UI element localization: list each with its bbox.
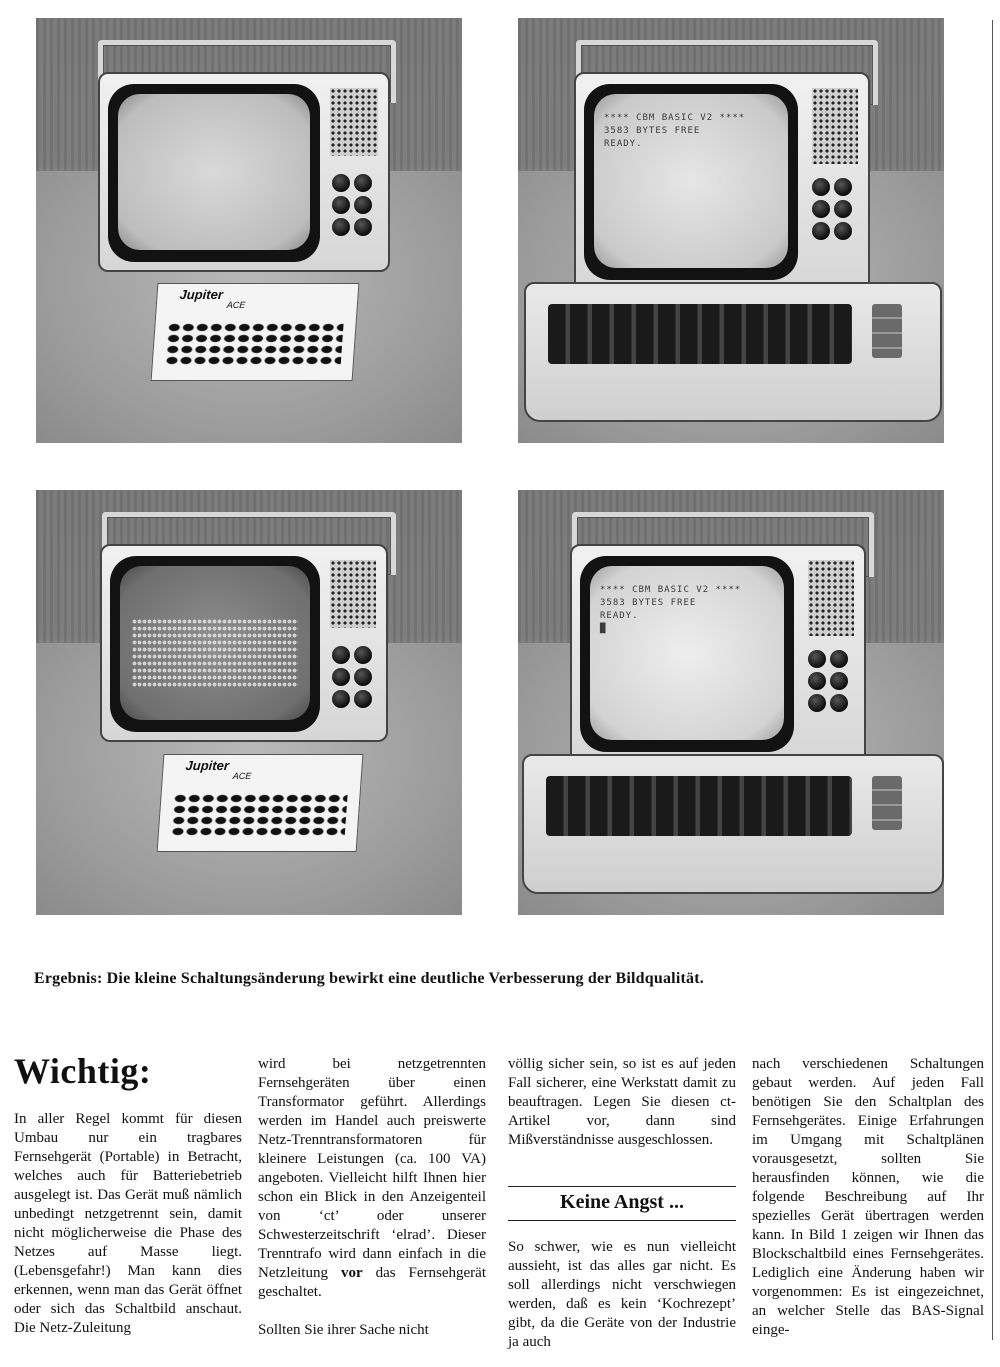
jupiter-model-label: ACE xyxy=(226,300,246,310)
jupiter-ace-computer xyxy=(151,283,360,381)
paragraph: So schwer, wie es nun vielleicht aussieht, ist das alles gar nicht. Es soll allerdings nicht verschwiegen werden, daß es kein ‘Kochrezept’ gibt, da die Geräte von der Industrie ja auch xyxy=(508,1239,736,1350)
jupiter-brand-label: Jupiter xyxy=(185,758,230,773)
article-heading: Wichtig: xyxy=(14,1051,152,1091)
photo-c64-before xyxy=(518,18,944,443)
paragraph: nach verschiedenen Schaltungen gebaut werden. Auf jeden Fall benötigen Sie den Schaltplan des Fernsehgerätes. Einige Erfahrungen im Umgang mit Schaltplänen vorausgesetzt, sollten Sie herausfinden können, wie die folgende Beschreibung auf Ihr spezielles Gerät übertragen werden kann. In Bild 1 zeigen wir Ihnen das Blockschaltbild eines Fernsehgerätes. Lediglich eine Änderung haben wir vorgenommen: Es ist eingezeichnet, an welcher Stelle das BAS-Signal einge- xyxy=(752,1056,984,1338)
section-heading-keine-angst: Keine Angst ... xyxy=(508,1186,736,1221)
screen-text-basic-cursor: **** CBM BASIC V2 **** 3583 BYTES FREE READY. █ xyxy=(600,585,742,634)
article-column-2 xyxy=(258,1055,486,1340)
photo-jupiter-before xyxy=(36,18,462,443)
tv-screen-basic-cursor xyxy=(590,566,784,740)
jupiter-brand-label: Jupiter xyxy=(179,287,224,302)
paragraph: In aller Regel kommt für diesen Umbau nur ein tragbares Fernsehgerät (Portable) in Betracht, welches auch für Batteriebetrieb ausgelegt ist. Das Gerät muß nämlich unbedingt netzgetrennt sein, damit nicht möglicherweise die Phase des Netzes auf Masse liegt. (Lebensgefahr!) Man kann dies erkennen, wenn man das Gerät öffnet oder sich das Schaltbild anschaut. Die Netz-Zuleitung xyxy=(14,1111,242,1336)
photo-c64-after xyxy=(518,490,944,915)
tv-screen-blank xyxy=(118,94,310,250)
paragraph: Sollten Sie ihrer Sache nicht xyxy=(258,1322,429,1338)
article-column-1 xyxy=(14,1110,242,1338)
c64-computer xyxy=(524,282,942,422)
screen-text-basic: **** CBM BASIC V2 **** 3583 BYTES FREE READY. xyxy=(604,113,746,149)
jupiter-model-label: ACE xyxy=(232,771,252,781)
paragraph: wird bei netzgetrennten Fernsehgeräten über einen Transformator geführt. Allerdings werden im Handel auch preiswerte Netz-Trenntransformatoren für kleinere Leistungen (ca. 100 VA) angeboten. Vielleicht hilft Ihnen hier schon ein Blick in den Anzeigenteil von ‘ct’ oder unserer Schwesterzeitschrift ‘elrad’. Dieser Trenntrafo wird dann einfach in die Netzleitung vor das Fernsehgerät geschaltet. xyxy=(258,1056,486,1300)
article-column-4 xyxy=(752,1055,984,1340)
article-column-3b xyxy=(508,1238,736,1352)
jupiter-ace-computer xyxy=(157,754,364,852)
c64-computer xyxy=(522,754,944,894)
column-rule xyxy=(992,20,993,1340)
figure-caption: Ergebnis: Die kleine Schaltungsänderung bewirkt eine deutliche Verbesserung der Bildqualität. xyxy=(34,970,704,987)
photo-jupiter-after xyxy=(36,490,462,915)
tv-screen-basic xyxy=(594,94,788,268)
article-column-3 xyxy=(508,1055,736,1150)
paragraph: völlig sicher sein, so ist es auf jeden Fall sicherer, eine Werkstatt damit zu beauftragen. Legen Sie diesen ct-Artikel vor, dann sind Mißverständnisse ausgeschlossen. xyxy=(508,1056,736,1148)
tv-screen-dots xyxy=(120,566,310,720)
